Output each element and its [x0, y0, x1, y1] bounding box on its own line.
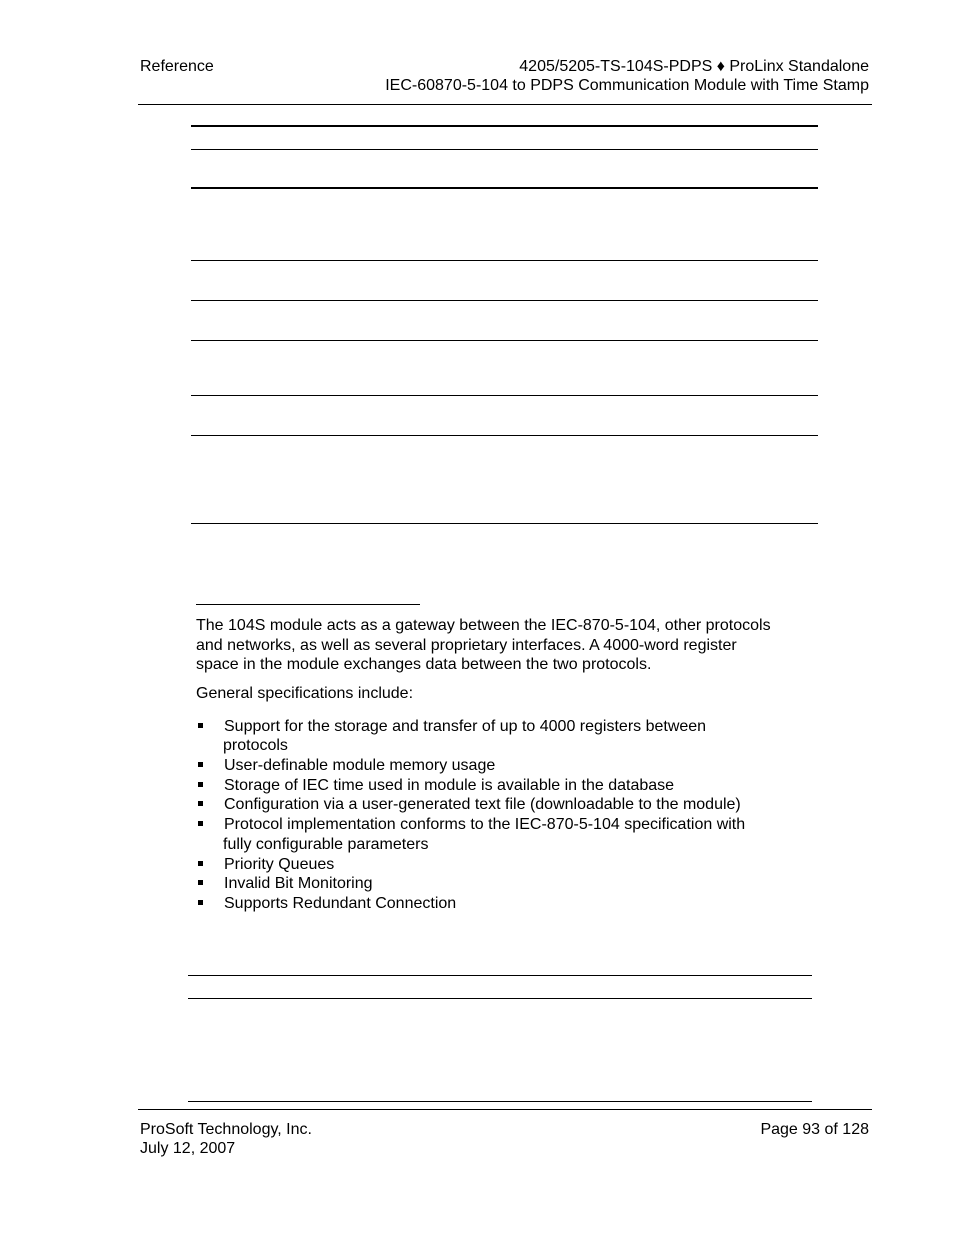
table-rule: [191, 187, 818, 189]
table-rule: [191, 300, 818, 301]
bullet-icon: [198, 782, 203, 787]
bullet-icon: [198, 821, 203, 826]
list-item-text: Priority Queues: [224, 856, 335, 873]
table-rule: [191, 523, 818, 524]
header-rule: [138, 104, 872, 105]
intro-line: and networks, as well as several proprietary interfaces. A 4000-word register: [196, 637, 737, 654]
footer-company: ProSoft Technology, Inc.: [140, 1121, 312, 1138]
footer-page-number: Page 93 of 128: [760, 1121, 869, 1138]
bullet-icon: [198, 801, 203, 806]
bullet-icon: [198, 861, 203, 866]
list-item-text: Supports Redundant Connection: [224, 895, 457, 912]
table-rule: [188, 998, 812, 999]
table-rule: [191, 149, 818, 150]
footer-rule: [138, 1109, 872, 1110]
table-rule: [191, 340, 818, 341]
bullet-icon: [198, 900, 203, 905]
list-item-text: Configuration via a user-generated text file (downloadable to the module): [224, 796, 741, 813]
list-item-text-cont: fully configurable parameters: [223, 836, 429, 853]
specs-lead: General specifications include:: [196, 685, 414, 702]
table-rule: [191, 125, 818, 127]
header-product-title: 4205/5205-TS-104S-PDPS ♦ ProLinx Standalone: [519, 58, 869, 75]
intro-line: The 104S module acts as a gateway between the IEC-870-5-104, other protocols: [196, 617, 771, 634]
list-item-text: Protocol implementation conforms to the IEC-870-5-104 specification with: [224, 816, 746, 833]
bullet-icon: [198, 880, 203, 885]
list-item-text-cont: protocols: [223, 737, 288, 754]
list-item-text: User-definable module memory usage: [224, 757, 496, 774]
section-rule: [196, 604, 420, 605]
table-rule: [191, 435, 818, 436]
bullet-icon: [198, 762, 203, 767]
footer-date: July 12, 2007: [140, 1140, 236, 1157]
bullet-icon: [198, 723, 203, 728]
intro-line: space in the module exchanges data between the two protocols.: [196, 656, 652, 673]
list-item-text: Invalid Bit Monitoring: [224, 875, 373, 892]
table-rule: [188, 975, 812, 976]
list-item-text: Support for the storage and transfer of up to 4000 registers between: [224, 718, 707, 735]
table-rule: [188, 1101, 812, 1102]
header-product-subtitle: IEC-60870-5-104 to PDPS Communication Module with Time Stamp: [385, 77, 869, 94]
table-rule: [191, 395, 818, 396]
list-item-text: Storage of IEC time used in module is available in the database: [224, 777, 675, 794]
table-rule: [191, 260, 818, 261]
header-section-label: Reference: [140, 58, 214, 75]
